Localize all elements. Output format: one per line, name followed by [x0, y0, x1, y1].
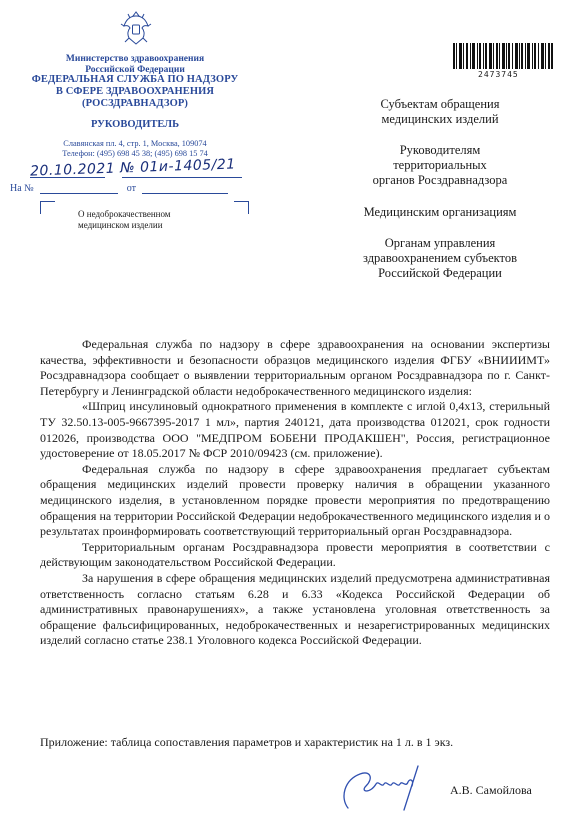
reference-row	[10, 183, 260, 194]
recipient-block-4	[330, 236, 550, 281]
recipient-2-line-1: Руководителям	[399, 143, 481, 157]
phone-line: Телефон: (495) 698 45 38; (495) 698 15 74	[62, 149, 208, 158]
recipient-1-line-1: Субъектам обращения	[380, 97, 500, 111]
signatory-name: А.В. Самойлова	[450, 783, 532, 797]
ot-date-blank	[142, 183, 228, 194]
recipient-block-3	[330, 205, 550, 220]
number-underline	[122, 177, 242, 178]
recipient-3-line-1: Медицинским организациям	[363, 205, 517, 219]
body-paragraph-1: Федеральная служба по надзору в сфере здравоохранения на основании экспертизы качества, эффективности и безопасности образцов медицинского изделия ФГБУ «ВНИИИМТ» Росздравнадзора сообщает о выявлении территориальным органом Росздравнадзора по г. Санкт-Петербургу и Ленинградской области недоброкачественного медицинского изделия:	[40, 337, 550, 398]
recipient-4-line-3: Российской Федерации	[378, 266, 502, 280]
recipient-block-2	[330, 143, 550, 188]
barcode-number: 2473745	[478, 70, 519, 79]
body-paragraph-5: За нарушения в сфере обращения медицинских изделий предусмотрена административная ответственность согласно статьям 6.28 и 6.33 «Кодекса Российской Федерации об административных правонарушениях», а также установлена уголовная ответственность за обращение фальсифицированных, недоброкачественных и незарегистрированных медицинских изделий согласно статье 238.1 Уголовного кодекса Российской Федерации.	[40, 570, 550, 648]
agency-line-1: ФЕДЕРАЛЬНАЯ СЛУЖБА ПО НАДЗОРУ	[31, 74, 239, 85]
handwritten-date-number: 20.10.2021 № 01и-1405/21	[29, 156, 236, 180]
ministry-line-1: Министерство здравоохранения	[65, 54, 205, 64]
recipient-4-line-2: здравоохранением субъектов	[362, 251, 517, 265]
recipient-block-1	[330, 97, 550, 127]
recipient-2-line-3: органов Росздравнадзора	[372, 173, 508, 187]
subject-line-2: медицинском изделии	[78, 220, 163, 230]
bracket-top-left	[40, 201, 55, 214]
agency-line-3: (РОСЗДРАВНАДЗОР)	[82, 98, 188, 109]
recipient-4-line-1: Органам управления	[384, 236, 496, 250]
na-number-blank	[40, 183, 118, 194]
signature-icon	[330, 758, 440, 818]
na-label: На №	[10, 183, 34, 194]
agency-name	[10, 74, 260, 110]
coat-of-arms-icon	[120, 8, 152, 48]
body-paragraph-4: Территориальным органам Росздравнадзора провести мероприятия в соответствии с действующим законодательством Российской Федерации.	[40, 539, 550, 570]
letter-subject	[78, 209, 171, 231]
ministry-line-2: Российской Федерации	[85, 65, 185, 75]
ot-label: от	[126, 183, 136, 194]
agency-line-2: В СФЕРЕ ЗДРАВООХРАНЕНИЯ	[55, 86, 215, 97]
ministry-name	[10, 54, 260, 76]
barcode-icon	[453, 43, 553, 69]
recipient-2-line-2: территориальных	[393, 158, 487, 172]
bracket-top-right	[234, 201, 249, 214]
letter-body	[40, 337, 550, 649]
body-paragraph-2: «Шприц инсулиновый однократного применения в комплекте с иглой 0,4x13, стерильный ТУ 32.50.13-005-9667395-2017 1 мл», партия 240121, дата производства 012021, срок годности 012026, производства ООО "МЕДПРОМ БОБЕНИ ПРОДАКШЕН", Россия, регистрационное удостоверение от 18.05.2017 № ФСР 2010/09423 (см. приложение).	[40, 399, 550, 461]
attachment-note: Приложение: таблица сопоставления параметров и характеристик на 1 л. в 1 экз.	[40, 735, 454, 749]
address-line: Славянская пл. 4, стр. 1, Москва, 109074	[63, 139, 207, 148]
body-paragraph-3: Федеральная служба по надзору в сфере здравоохранения предлагает субъектам обращения медицинских изделий провести проверку наличия в обращении указанного медицинского изделия, в установленном порядке провести мероприятия по предотвращению обращения на территории Российской Федерации недоброкачественного медицинского изделия и о результатах проинформировать соответствующий территориальный орган Росздравнадзора.	[40, 461, 550, 539]
subject-line-1: О недоброкачественном	[78, 209, 171, 219]
recipient-1-line-2: медицинских изделий	[381, 112, 499, 126]
date-underline	[30, 177, 105, 178]
head-title: РУКОВОДИТЕЛЬ	[90, 119, 180, 130]
